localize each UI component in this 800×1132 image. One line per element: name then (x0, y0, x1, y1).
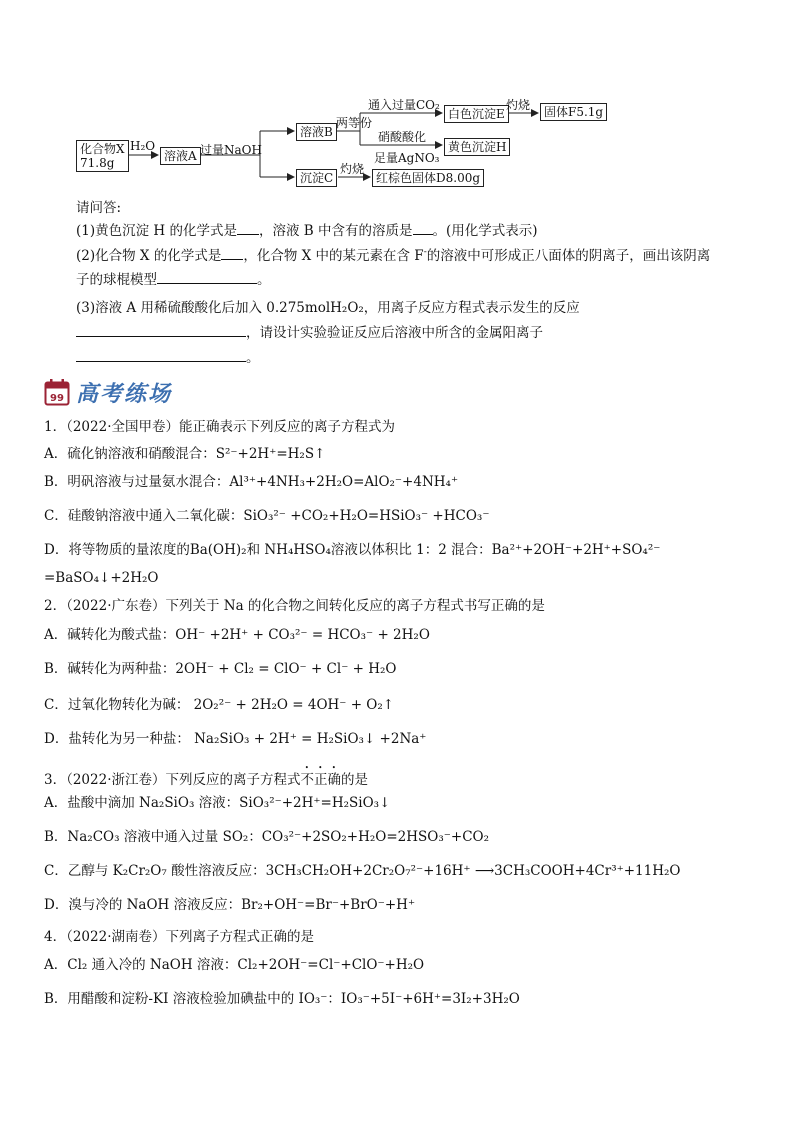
p3-stem-post: 的是 (341, 772, 368, 788)
problem-3-option-c: C．乙醇与 K₂Cr₂O₇ 酸性溶液反应：3CH₃CH₂OH+2Cr₂O₇²⁻+16H⁺ ⟶3CH₃COOH+4Cr³⁺+11H₂O (44, 863, 681, 879)
section-title: 高考练场 (76, 381, 173, 407)
problem-4-stem: 4．（2022·湖南卷）下列离子方程式正确的是 (44, 929, 314, 945)
precip-c-box: 沉淀C (296, 169, 337, 187)
problem-1-stem: 1．（2022·全国甲卷）能正确表示下列反应的离子方程式为 (44, 419, 395, 435)
problem-3-option-d: D．溴与冷的 NaOH 溶液反应：Br₂+OH⁻=Br⁻+BrO⁻+H⁺ (44, 897, 416, 913)
q1-blank-2[interactable] (413, 221, 433, 235)
solution-b-box: 溶液B (296, 123, 337, 141)
q2-part-a: (2)化合物 X 的化学式是 (76, 248, 222, 264)
question-3-line-3 (76, 348, 260, 367)
question-2-line-1 (76, 246, 710, 265)
q2-part-e: 。 (257, 272, 271, 288)
compound-x-label: 化合物X (80, 142, 125, 156)
problem-1-option-b: B．明矾溶液与过量氨水混合：Al³⁺+4NH₃+2H₂O=AlO₂⁻+4NH₄⁺ (44, 474, 459, 490)
problem-2-stem: 2．（2022·广东卷）下列关于 Na 的化合物之间转化反应的离子方程式书写正确的是 (44, 598, 545, 614)
problem-1-option-c: C．硅酸钠溶液中通入二氧化碳：SiO₃²⁻ +CO₂+H₂O=HSiO₃⁻ +HCO₃⁻ (44, 508, 490, 524)
q1-blank-1[interactable] (237, 221, 259, 235)
problem-1-option-d-cont: =BaSO₄↓+2H₂O (44, 570, 159, 586)
q3-part-c: 。 (246, 350, 260, 366)
problem-3-option-a: A．盐酸中滴加 Na₂SiO₃ 溶液：SiO₃²⁻+2H⁺=H₂SiO₃↓ (44, 795, 391, 811)
agno3-label: 足量AgNO₃ (374, 151, 440, 165)
split-label: 两等份 (336, 116, 373, 130)
problem-3-option-b: B．Na₂CO₃ 溶液中通入过量 SO₂：CO₃²⁻+2SO₂+H₂O=2HSO₃⁻+CO₂ (44, 829, 489, 845)
q2-sup: - (423, 247, 427, 258)
q2-blank-2[interactable] (157, 270, 257, 284)
section-header (44, 378, 172, 406)
question-1 (76, 221, 538, 240)
calendar-icon-text: 99 (50, 393, 64, 404)
questions-intro: 请问答: (76, 200, 122, 216)
question-2-line-2 (76, 270, 271, 289)
problem-3-stem (44, 764, 368, 789)
co2-label: 通入过量CO₂ (368, 98, 440, 112)
problem-4-option-a: A．Cl₂ 通入冷的 NaOH 溶液：Cl₂+2OH⁻=Cl⁻+ClO⁻+H₂O (44, 957, 425, 973)
burn2-label: 灼烧 (340, 162, 365, 176)
problem-2-option-c: C．过氧化物转化为碱： 2O₂²⁻ + 2H₂O = 4OH⁻ + O₂↑ (44, 697, 395, 713)
q3-part-b: ，请设计实验验证反应后溶液中所含的金属阳离子 (246, 325, 543, 341)
problem-2-option-a: A．碱转化为酸式盐：OH⁻ +2H⁺ + CO₃²⁻ = HCO₃⁻ + 2H₂O (44, 627, 430, 643)
problem-2-option-b: B．碱转化为两种盐：2OH⁻ + Cl₂ = ClO⁻ + Cl⁻ + H₂O (44, 661, 397, 677)
problem-1-option-a: A．硫化钠溶液和硝酸混合：S²⁻+2H⁺=H₂S↑ (44, 446, 326, 462)
solution-a-box: 溶液A (160, 147, 201, 165)
q2-part-c: 的溶液中可形成正八面体的阴离子，画出该阴离 (426, 248, 711, 264)
white-precip-box: 白色沉淀E (444, 105, 509, 123)
q1-part-a: (1)黄色沉淀 H 的化学式是 (76, 223, 237, 239)
burn1-label: 灼烧 (506, 98, 531, 112)
q2-part-b: ，化合物 X 中的某元素在含 F (243, 248, 424, 264)
naoh-label: 过量NaOH (200, 143, 262, 157)
q2-blank-1[interactable] (221, 246, 243, 260)
question-3-line-2 (76, 323, 543, 342)
problem-4-option-b: B．用醋酸和淀粉-KI 溶液检验加碘盐中的 IO₃⁻：IO₃⁻+5I⁻+6H⁺=3I₂+3H₂O (44, 991, 520, 1007)
q1-part-b: ，溶液 B 中含有的溶质是 (258, 223, 413, 239)
q1-part-c: 。(用化学式表示) (432, 223, 538, 239)
question-3-line-1: (3)溶液 A 用稀硫酸酸化后加入 0.275molH₂O₂，用离子反应方程式表示发生的反应 (76, 300, 580, 316)
q2-part-d: 子的球棍模型 (76, 272, 157, 288)
yellow-precip-box: 黄色沉淀H (444, 138, 510, 156)
calendar-icon (44, 378, 70, 406)
solid-f-box: 固体F5.1g (540, 103, 607, 121)
compound-x-box (76, 140, 129, 172)
acidify-label: 硝酸酸化 (378, 130, 427, 144)
p3-stem-pre: 3．（2022·浙江卷）下列反应的离子方程式 (44, 772, 301, 788)
q3-blank-1[interactable] (76, 323, 246, 337)
problem-1-option-d: D．将等物质的量浓度的Ba(OH)₂和 NH₄HSO₄溶液以体积比 1：2 混合：Ba²⁺+2OH⁻+2H⁺+SO₄²⁻ (44, 542, 661, 558)
compound-x-mass: 71.8g (80, 156, 115, 170)
red-solid-box: 红棕色固体D8.00g (372, 169, 484, 187)
problem-2-option-d: D．盐转化为另一种盐： Na₂SiO₃ + 2H⁺ = H₂SiO₃↓ +2Na⁺ (44, 731, 427, 747)
h2o-label: H₂O (130, 139, 156, 153)
p3-stem-emphasis: 不正确 (300, 772, 341, 788)
q3-blank-2[interactable] (76, 348, 246, 362)
